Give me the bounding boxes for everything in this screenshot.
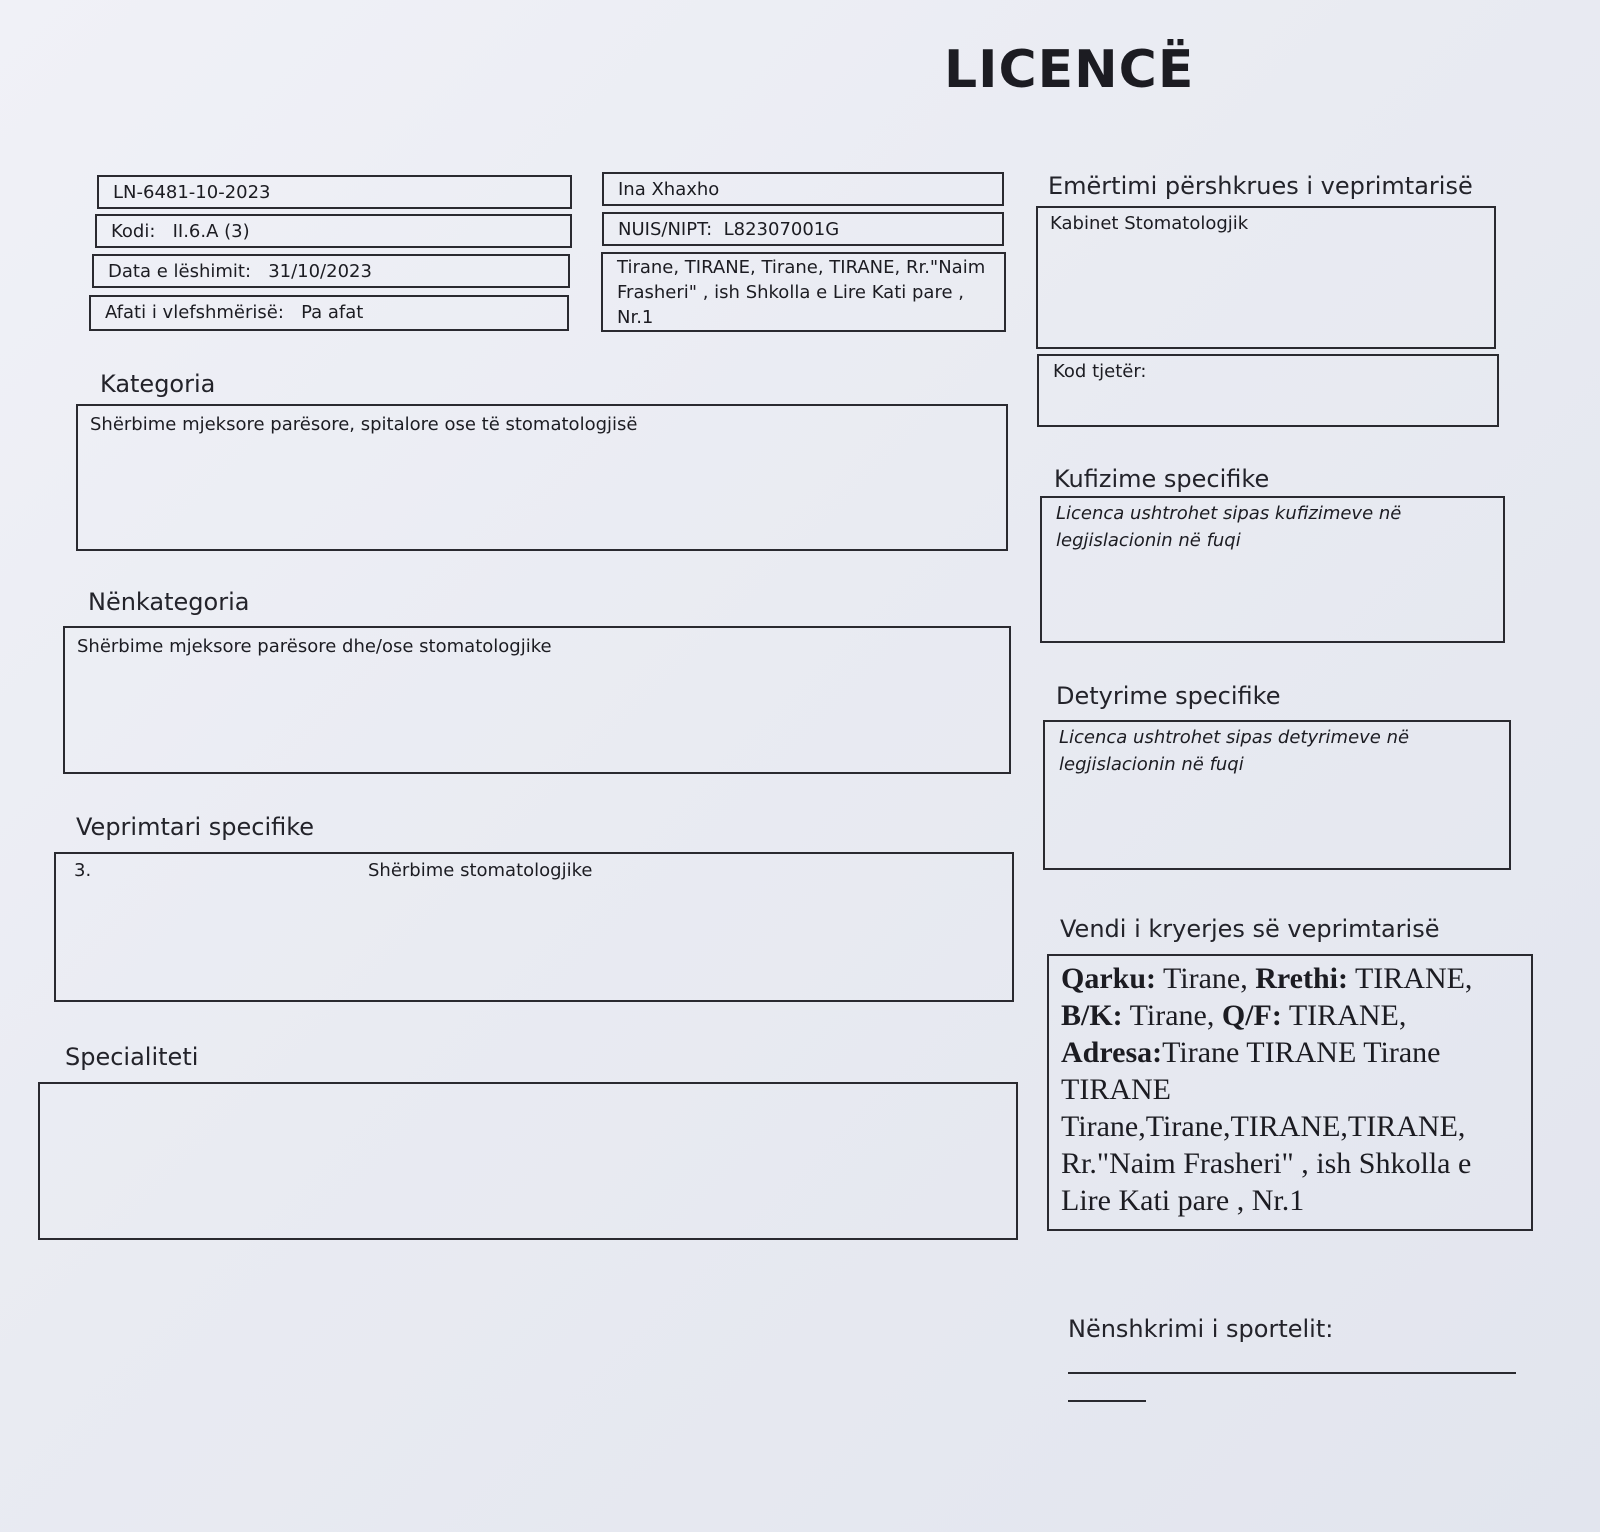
kufizime-value: Licenca ushtrohet sipas kufizimeve në legjislacionin në fuqi [1056, 503, 1402, 551]
bk-label: B/K: [1061, 999, 1123, 1032]
qarku-value: Tirane, [1162, 962, 1248, 995]
adresa-label: Adresa: [1061, 1036, 1163, 1069]
rrethi-label: Rrethi: [1255, 962, 1348, 995]
license-number-field [97, 175, 572, 209]
code-field [95, 214, 572, 248]
signature-line-short [1068, 1400, 1146, 1402]
holder-name-field [602, 172, 1004, 206]
specialiteti-box [38, 1082, 1018, 1240]
emertimi-label: Emërtimi përshkrues i veprimtarisë [1048, 172, 1473, 200]
vendi-label: Vendi i kryerjes së veprimtarisë [1060, 915, 1440, 943]
issue-date-label: Data e lëshimit: [108, 261, 252, 282]
issue-date-value: 31/10/2023 [268, 261, 372, 282]
code-value: II.6.A (3) [172, 221, 250, 242]
veprimtari-number: 3. [74, 860, 92, 881]
kufizime-box [1040, 496, 1505, 643]
nuis-field [602, 212, 1004, 246]
rrethi-value: TIRANE, [1354, 962, 1473, 995]
address-field [601, 252, 1006, 332]
qf-label: Q/F: [1221, 999, 1282, 1032]
veprimtari-value: Shërbime stomatologjike [368, 860, 593, 881]
signature-line [1068, 1372, 1516, 1374]
adresa-value: Tirane TIRANE Tirane TIRANE Tirane,Tirane,TIRANE,TIRANE, Rr."Naim Frasheri" , ish Shkolla e Lire Kati pare , Nr.1 [1061, 1036, 1472, 1217]
veprimtari-box [54, 852, 1014, 1002]
code-label: Kodi: [111, 221, 156, 242]
veprimtari-label: Veprimtari specifike [76, 813, 315, 841]
issue-date-field [92, 254, 570, 288]
qarku-label: Qarku: [1061, 962, 1157, 995]
vendi-box [1047, 954, 1533, 1231]
validity-field [89, 295, 569, 331]
nenkategoria-label: Nënkategoria [88, 588, 250, 616]
address-text: Tirane, TIRANE, Tirane, TIRANE, Rr."Naim Frasheri" , ish Shkolla e Lire Kati pare , Nr.1 [617, 257, 986, 328]
nuis-label: NUIS/NIPT: [618, 219, 713, 240]
kategoria-label: Kategoria [100, 370, 216, 398]
detyrime-box [1043, 720, 1511, 870]
validity-value: Pa afat [301, 302, 364, 323]
nenkategoria-box [63, 626, 1011, 774]
kod-tjeter-box [1037, 354, 1499, 427]
qf-value: TIRANE, [1288, 999, 1407, 1032]
specialiteti-label: Specialiteti [65, 1043, 199, 1071]
kategoria-box [76, 404, 1008, 551]
license-number: LN-6481-10-2023 [113, 182, 271, 203]
holder-name: Ina Xhaxho [618, 179, 720, 200]
kod-tjeter-label: Kod tjetër: [1053, 361, 1147, 382]
validity-label: Afati i vlefshmërisë: [105, 302, 284, 323]
emertimi-value: Kabinet Stomatologjik [1050, 213, 1249, 234]
nuis-value: L82307001G [723, 219, 840, 240]
kategoria-value: Shërbime mjeksore parësore, spitalore ose të stomatologjisë [90, 414, 638, 435]
document-title: LICENCË [944, 40, 1195, 100]
emertimi-box [1036, 206, 1496, 349]
detyrime-value: Licenca ushtrohet sipas detyrimeve në legjislacionin në fuqi [1059, 727, 1410, 775]
nenkategoria-value: Shërbime mjeksore parësore dhe/ose stomatologjike [77, 636, 552, 657]
signature-label: Nënshkrimi i sportelit: [1068, 1315, 1334, 1343]
bk-value: Tirane, [1129, 999, 1215, 1032]
detyrime-label: Detyrime specifike [1056, 682, 1281, 710]
kufizime-label: Kufizime specifike [1054, 465, 1270, 493]
